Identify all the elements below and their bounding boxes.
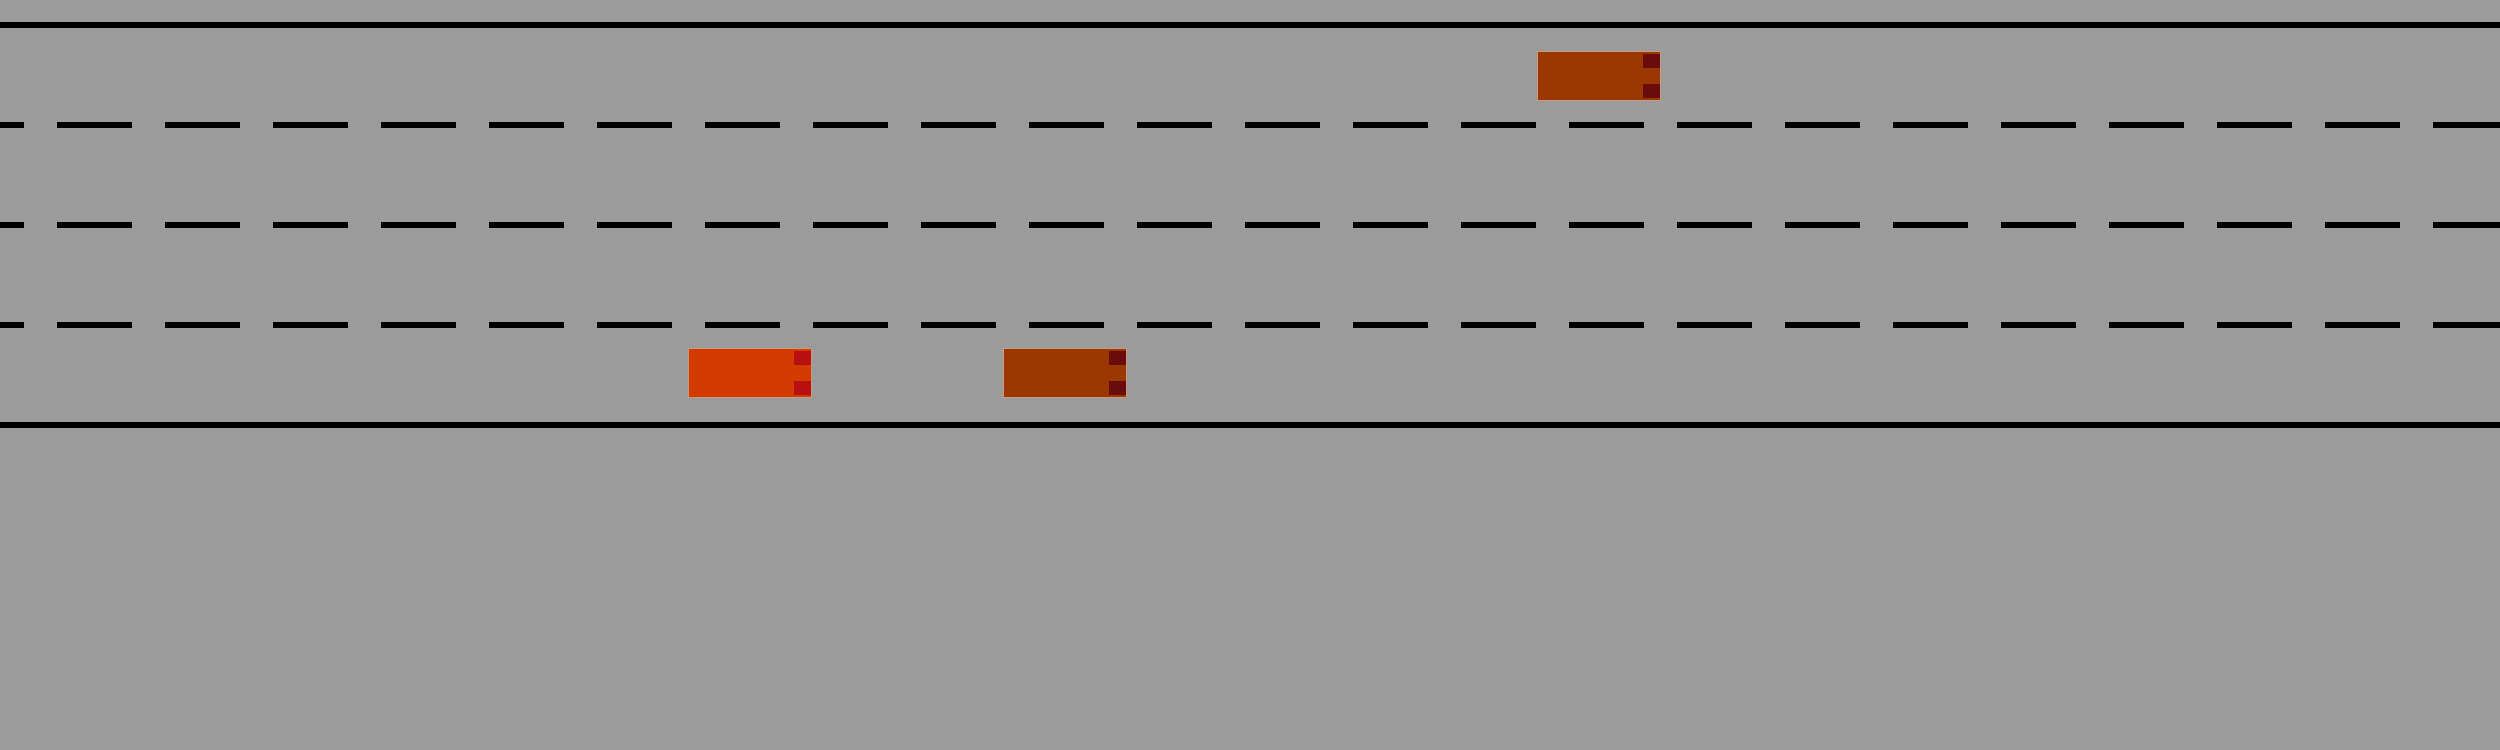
headlight-right	[794, 381, 811, 395]
lane-dash	[1569, 122, 1644, 128]
lane-dash	[705, 122, 780, 128]
lane-dash	[813, 322, 888, 328]
lane-dash	[2433, 122, 2500, 128]
lane-dash	[2433, 222, 2500, 228]
lane-dash	[1353, 322, 1428, 328]
lane-dash	[597, 222, 672, 228]
lane-dash	[1029, 222, 1104, 228]
other-vehicle	[1003, 348, 1127, 398]
lane-dash	[1461, 122, 1536, 128]
lane-dash	[2217, 222, 2292, 228]
lane-dash	[2433, 322, 2500, 328]
lane-dash	[921, 222, 996, 228]
lane-dash	[2325, 222, 2400, 228]
lane-dash	[2001, 222, 2076, 228]
headlight-left	[1109, 351, 1126, 365]
lane-dash	[705, 322, 780, 328]
lane-dash	[2217, 322, 2292, 328]
lane-dash	[1461, 222, 1536, 228]
other-vehicle	[1537, 51, 1661, 101]
lane-dash	[165, 322, 240, 328]
lane-dash	[273, 122, 348, 128]
lane-dash	[1245, 222, 1320, 228]
lane-dash	[705, 222, 780, 228]
lane-dash	[813, 222, 888, 228]
lane-dash	[165, 122, 240, 128]
lane-dash	[381, 322, 456, 328]
lane-dash	[1029, 322, 1104, 328]
road-bottom-edge-line	[0, 422, 2500, 428]
lane-dash	[1245, 122, 1320, 128]
lane-dash	[1245, 322, 1320, 328]
lane-dash	[1461, 322, 1536, 328]
lane-dash	[2325, 122, 2400, 128]
headlight-right	[1109, 381, 1126, 395]
lane-dash	[489, 222, 564, 228]
lane-dash	[273, 322, 348, 328]
lane-dash	[165, 222, 240, 228]
lane-dash	[273, 222, 348, 228]
lane-dash	[489, 322, 564, 328]
lane-dash	[1785, 322, 1860, 328]
lane-dash	[0, 222, 24, 228]
lane-dash	[381, 122, 456, 128]
lane-dash	[1785, 122, 1860, 128]
lane-dash	[1137, 222, 1212, 228]
lane-dash	[2109, 322, 2184, 328]
lane-dash	[0, 122, 24, 128]
lane-dash	[1677, 222, 1752, 228]
road-top-edge-line	[0, 22, 2500, 28]
lane-dash	[1353, 122, 1428, 128]
lane-dash	[1137, 322, 1212, 328]
lane-dash	[1569, 222, 1644, 228]
lane-dash	[1029, 122, 1104, 128]
lane-dash	[0, 322, 24, 328]
headlight-left	[1643, 54, 1660, 68]
lane-dash	[57, 222, 132, 228]
lane-dash	[1893, 222, 1968, 228]
lane-dash	[1893, 322, 1968, 328]
ego-vehicle	[688, 348, 812, 398]
lane-dash	[381, 222, 456, 228]
lane-divider-1	[0, 122, 2500, 128]
lane-dash	[1137, 122, 1212, 128]
headlight-left	[794, 351, 811, 365]
lane-dash	[1569, 322, 1644, 328]
lane-dash	[1677, 322, 1752, 328]
lane-dash	[2109, 122, 2184, 128]
lane-dash	[2001, 322, 2076, 328]
lane-dash	[921, 322, 996, 328]
lane-dash	[1893, 122, 1968, 128]
lane-dash	[1785, 222, 1860, 228]
lane-dash	[2217, 122, 2292, 128]
lane-dash	[921, 122, 996, 128]
lane-dash	[597, 122, 672, 128]
lane-dash	[2001, 122, 2076, 128]
lane-dash	[57, 322, 132, 328]
lane-dash	[1677, 122, 1752, 128]
lane-dash	[2109, 222, 2184, 228]
headlight-right	[1643, 84, 1660, 98]
lane-dash	[597, 322, 672, 328]
lane-dash	[489, 122, 564, 128]
lane-dash	[813, 122, 888, 128]
lane-divider-3	[0, 322, 2500, 328]
lane-dash	[57, 122, 132, 128]
lane-dash	[1353, 222, 1428, 228]
lane-divider-2	[0, 222, 2500, 228]
lane-dash	[2325, 322, 2400, 328]
